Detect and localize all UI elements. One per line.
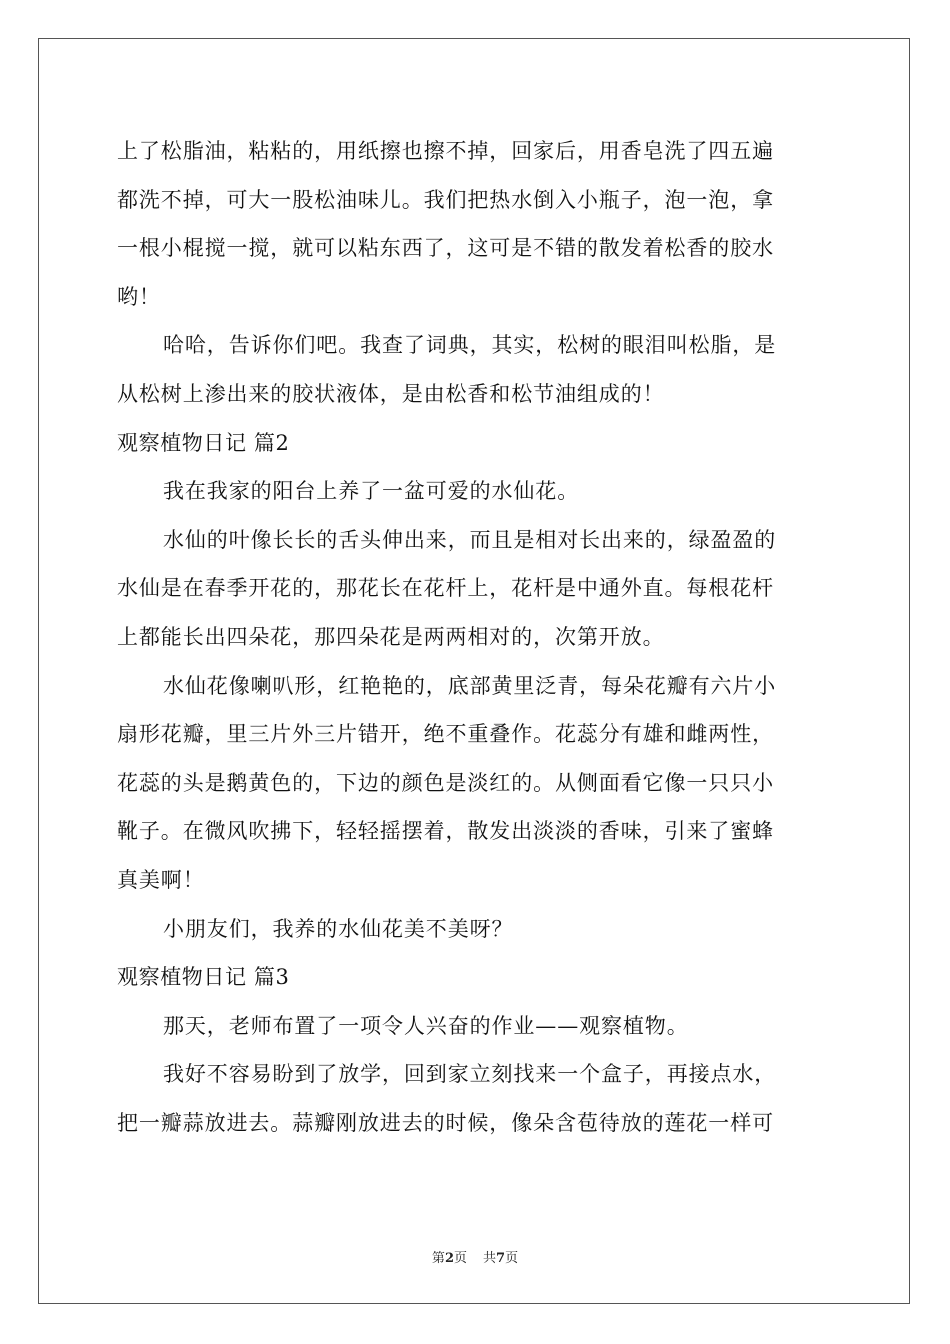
paragraph-start-line: 水仙花像喇叭形，红艳艳的，底部黄里泛青，每朵花瓣有六片小 bbox=[163, 673, 777, 698]
page-footer bbox=[0, 1247, 950, 1266]
page-suffix: 页 bbox=[453, 1251, 467, 1266]
paragraph-start-line: 哈哈，告诉你们吧。我查了词典，其实，松树的眼泪叫松脂，是 bbox=[163, 333, 777, 358]
text-line: 扇形花瓣，里三片外三片错开，绝不重叠作。花蕊分有雄和雌两性， bbox=[117, 722, 774, 747]
paragraph-start-line: 水仙的叶像长长的舌头伸出来，而且是相对长出来的，绿盈盈的 bbox=[163, 527, 777, 552]
text-line: 水仙是在春季开花的，那花长在花杆上，花杆是中通外直。每根花杆 bbox=[117, 576, 774, 601]
page-prefix: 第 bbox=[431, 1251, 445, 1266]
section-heading: 观察植物日记 篇2 bbox=[117, 430, 290, 455]
text-line: 从松树上渗出来的胶状液体，是由松香和松节油组成的！ bbox=[117, 381, 665, 406]
section-heading: 观察植物日记 篇3 bbox=[117, 965, 290, 990]
total-prefix: 共 bbox=[483, 1251, 497, 1266]
text-line: 都洗不掉，可大一股松油味儿。我们把热水倒入小瓶子，泡一泡，拿 bbox=[117, 187, 774, 212]
total-page-count: 7 bbox=[496, 1251, 506, 1266]
text-line: 哟！ bbox=[117, 284, 161, 309]
paragraph-start-line: 小朋友们，我养的水仙花美不美呀？ bbox=[163, 916, 514, 941]
text-line: 上都能长出四朵花，那四朵花是两两相对的，次第开放。 bbox=[117, 624, 665, 649]
text-line: 把一瓣蒜放进去。蒜瓣刚放进去的时候，像朵含苞待放的莲花一样可 bbox=[117, 1110, 774, 1135]
paragraph-start-line: 我在我家的阳台上养了一盆可爱的水仙花。 bbox=[163, 479, 580, 504]
total-suffix: 页 bbox=[505, 1251, 519, 1266]
text-line: 靴子。在微风吹拂下，轻轻摇摆着，散发出淡淡的香味，引来了蜜蜂 bbox=[117, 819, 774, 844]
text-line: 真美啊！ bbox=[117, 867, 205, 892]
current-page-number: 2 bbox=[444, 1251, 454, 1266]
document-body bbox=[117, 127, 833, 1147]
text-line: 上了松脂油，粘粘的，用纸擦也擦不掉，回家后，用香皂洗了四五遍 bbox=[117, 139, 774, 163]
text-line: 花蕊的头是鹅黄色的，下边的颜色是淡红的。从侧面看它像一只只小 bbox=[117, 770, 774, 795]
paragraph-start-line: 我好不容易盼到了放学，回到家立刻找来一个盒子，再接点水， bbox=[163, 1062, 777, 1087]
paragraph-start-line: 那天，老师布置了一项令人兴奋的作业——观察植物。 bbox=[163, 1013, 689, 1038]
text-line: 一根小棍搅一搅，就可以粘东西了，这可是不错的散发着松香的胶水 bbox=[117, 236, 774, 261]
